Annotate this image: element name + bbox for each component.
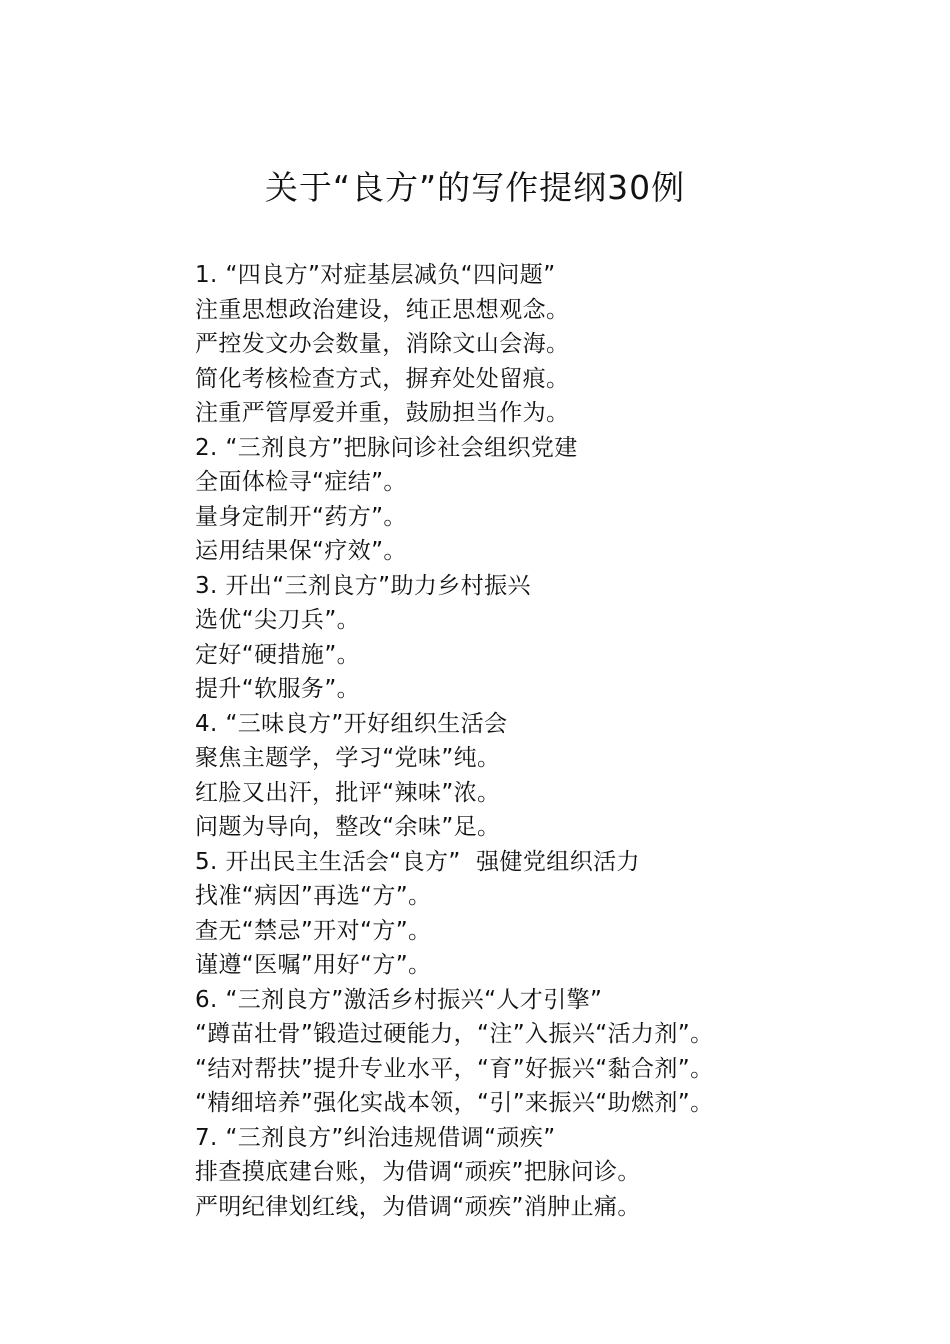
text-line: 谨遵“医嘱”用好“方”。	[195, 952, 432, 978]
section-heading-2: 2. “三剂良方”把脉问诊社会组织党建	[195, 434, 578, 461]
section-heading-7: 7. “三剂良方”纠治违规借调“顽疾”	[195, 1124, 556, 1151]
text-line: 严控发文办会数量，消除文山会海。	[195, 331, 570, 357]
text-line: 选优“尖刀兵”。	[195, 607, 361, 633]
text-line: 找准“病因”再选“方”。	[195, 883, 432, 909]
text-line: 问题为导向，整改“余味”足。	[195, 814, 501, 840]
text-line: 提升“软服务”。	[195, 676, 361, 702]
section-heading-3: 3. 开出“三剂良方”助力乡村振兴	[195, 572, 531, 599]
text-line: “结对帮扶”提升专业水平，“育”好振兴“黏合剂”。	[195, 1055, 714, 1082]
document-body	[195, 258, 935, 1224]
section-heading-1: 1. “四良方”对症基层减负“四问题”	[195, 262, 556, 288]
text-line: 全面体检寻“症结”。	[195, 469, 407, 495]
text-line: 运用结果保“疗效”。	[195, 538, 407, 564]
section-heading-4: 4. “三味良方”开好组织生活会	[195, 710, 508, 737]
text-line: 严明纪律划红线，为借调“顽疾”消肿止痛。	[195, 1193, 641, 1220]
text-line: “蹲苗壮骨”锻造过硬能力，“注”入振兴“活力剂”。	[195, 1021, 714, 1047]
text-line: 量身定制开“药方”。	[195, 503, 407, 530]
document-title: 关于“良方”的写作提纲30例	[264, 168, 686, 207]
text-line: 注重严管厚爱并重，鼓励担当作为。	[195, 400, 570, 426]
text-line: 查无“禁忌”开对“方”。	[195, 917, 432, 944]
text-line: 定好“硬措施”。	[195, 641, 361, 668]
text-line: 排查摸底建台账，为借调“顽疾”把脉问诊。	[195, 1159, 641, 1185]
text-line: 简化考核检查方式，摒弃处处留痕。	[195, 365, 570, 392]
section-heading-6: 6. “三剂良方”激活乡村振兴“人才引擎”	[195, 986, 603, 1013]
text-line: 红脸又出汗，批评“辣味”浓。	[195, 779, 501, 806]
section-heading-5: 5. 开出民主生活会“良方” 强健党组织活力	[195, 848, 640, 875]
text-line: “精细培养”强化实战本领，“引”来振兴“助燃剂”。	[195, 1090, 714, 1116]
text-line: 聚焦主题学，学习“党味”纯。	[195, 745, 501, 771]
text-line: 注重思想政治建设，纯正思想观念。	[195, 296, 570, 323]
